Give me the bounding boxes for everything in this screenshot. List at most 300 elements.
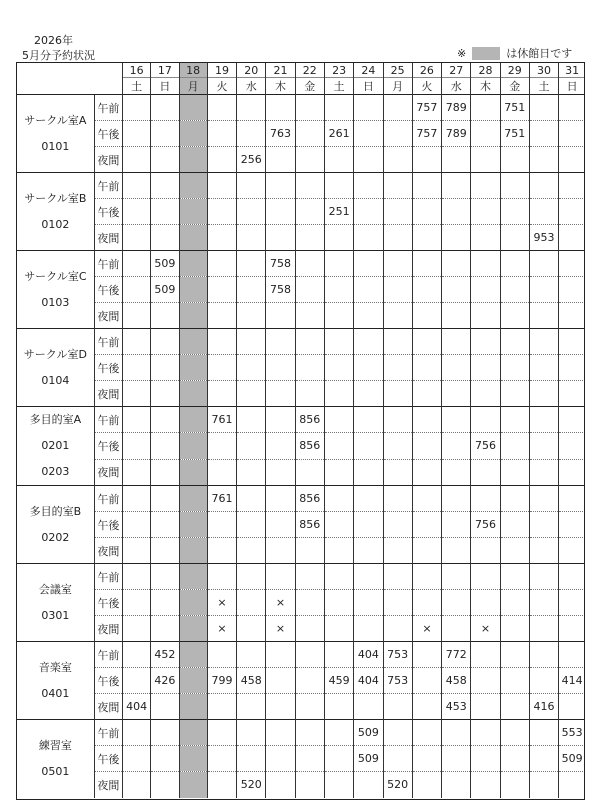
empty-cell — [295, 355, 324, 381]
empty-cell — [179, 512, 207, 538]
empty-cell — [237, 407, 266, 433]
room-cell — [17, 407, 95, 486]
empty-cell — [123, 303, 151, 329]
reservation-cell: 751 — [500, 95, 529, 121]
empty-cell — [442, 538, 471, 564]
empty-cell — [412, 564, 441, 590]
empty-cell — [266, 95, 295, 121]
empty-cell — [529, 407, 558, 433]
empty-cell — [500, 694, 529, 720]
empty-cell — [266, 512, 295, 538]
empty-cell — [559, 564, 585, 590]
empty-cell — [324, 303, 353, 329]
reservation-cell: 953 — [529, 225, 558, 251]
empty-cell — [324, 381, 353, 407]
room-cell — [17, 329, 95, 407]
empty-cell — [442, 303, 471, 329]
empty-cell — [207, 329, 236, 355]
day-number: 18 — [179, 63, 207, 78]
empty-cell — [412, 459, 441, 485]
empty-cell — [471, 121, 500, 147]
empty-cell — [383, 486, 412, 512]
empty-cell — [207, 512, 236, 538]
empty-cell — [266, 329, 295, 355]
empty-cell — [471, 642, 500, 668]
day-number: 24 — [354, 63, 383, 78]
year-label: 2026年 — [34, 34, 73, 47]
empty-cell — [500, 512, 529, 538]
empty-cell — [123, 642, 151, 668]
empty-cell — [442, 251, 471, 277]
empty-cell — [471, 720, 500, 746]
empty-cell — [354, 694, 383, 720]
empty-cell — [500, 251, 529, 277]
reservation-cell: 763 — [266, 121, 295, 147]
empty-cell — [442, 355, 471, 381]
room-code: 0401 — [41, 686, 70, 700]
empty-cell — [354, 590, 383, 616]
empty-cell — [471, 225, 500, 251]
empty-cell — [179, 694, 207, 720]
empty-cell — [500, 407, 529, 433]
empty-cell — [123, 486, 151, 512]
empty-cell — [324, 173, 353, 199]
empty-cell — [266, 459, 295, 485]
empty-cell — [471, 303, 500, 329]
empty-cell — [529, 147, 558, 173]
reservation-cell: 751 — [500, 121, 529, 147]
room-code: 0201 — [41, 439, 70, 452]
empty-cell — [179, 564, 207, 590]
room-cell — [17, 720, 95, 798]
empty-cell — [354, 303, 383, 329]
empty-cell — [266, 355, 295, 381]
empty-cell — [412, 251, 441, 277]
empty-cell — [354, 486, 383, 512]
empty-cell — [324, 564, 353, 590]
empty-cell — [237, 199, 266, 225]
empty-cell — [559, 772, 585, 798]
empty-cell — [500, 173, 529, 199]
empty-cell — [559, 199, 585, 225]
reservation-cell: 553 — [559, 720, 585, 746]
empty-cell — [295, 746, 324, 772]
empty-cell — [207, 746, 236, 772]
empty-cell — [500, 199, 529, 225]
empty-cell — [354, 225, 383, 251]
room-code: 0203 — [41, 465, 70, 478]
empty-cell — [500, 147, 529, 173]
slot-label: 午前 — [94, 329, 122, 355]
slot-label: 夜間 — [94, 694, 122, 720]
empty-cell — [237, 459, 266, 485]
empty-cell — [354, 147, 383, 173]
empty-cell — [471, 329, 500, 355]
reservation-cell: 261 — [324, 121, 353, 147]
reservation-cell: × — [207, 616, 236, 642]
empty-cell — [383, 407, 412, 433]
empty-cell — [295, 590, 324, 616]
empty-cell — [179, 329, 207, 355]
empty-cell — [383, 512, 412, 538]
empty-cell — [324, 459, 353, 485]
empty-cell — [442, 459, 471, 485]
empty-cell — [324, 95, 353, 121]
reservation-cell: × — [266, 616, 295, 642]
empty-cell — [295, 720, 324, 746]
reservation-cell: 509 — [151, 277, 179, 303]
empty-cell — [151, 746, 179, 772]
slot-label: 午前 — [94, 173, 122, 199]
empty-cell — [471, 147, 500, 173]
slot-label: 午後 — [94, 355, 122, 381]
reservation-cell: 753 — [383, 668, 412, 694]
empty-cell — [123, 329, 151, 355]
empty-cell — [442, 486, 471, 512]
empty-cell — [295, 642, 324, 668]
empty-cell — [179, 277, 207, 303]
reservation-cell: 789 — [442, 95, 471, 121]
empty-cell — [324, 720, 353, 746]
empty-cell — [412, 173, 441, 199]
room-name: 多目的室A — [29, 413, 82, 426]
slot-label: 夜間 — [94, 459, 122, 485]
empty-cell — [266, 147, 295, 173]
empty-cell — [559, 147, 585, 173]
empty-cell — [412, 642, 441, 668]
empty-cell — [123, 355, 151, 381]
empty-cell — [500, 329, 529, 355]
room-code: 0501 — [41, 764, 70, 778]
empty-cell — [266, 303, 295, 329]
empty-cell — [412, 381, 441, 407]
empty-cell — [207, 147, 236, 173]
empty-cell — [500, 486, 529, 512]
room-name: サークル室D — [23, 347, 87, 361]
reservation-table — [16, 62, 585, 798]
weekday: 日 — [151, 78, 179, 95]
empty-cell — [123, 433, 151, 459]
empty-cell — [471, 746, 500, 772]
room-code: 0101 — [41, 139, 70, 153]
empty-cell — [123, 564, 151, 590]
page-title: 5月分予約状況 — [22, 49, 95, 62]
weekday: 水 — [237, 78, 266, 95]
room-name: 多目的室B — [29, 504, 82, 518]
empty-cell — [207, 538, 236, 564]
empty-cell — [500, 277, 529, 303]
reservation-cell: 520 — [237, 772, 266, 798]
reservation-cell: 416 — [529, 694, 558, 720]
reservation-cell: 404 — [354, 668, 383, 694]
empty-cell — [383, 277, 412, 303]
empty-cell — [500, 433, 529, 459]
empty-cell — [500, 590, 529, 616]
reservation-cell: 757 — [412, 95, 441, 121]
empty-cell — [354, 121, 383, 147]
empty-cell — [179, 538, 207, 564]
day-number: 27 — [442, 63, 471, 78]
empty-cell — [324, 616, 353, 642]
reservation-cell: 856 — [295, 512, 324, 538]
empty-cell — [237, 694, 266, 720]
empty-cell — [179, 590, 207, 616]
reservation-cell: 426 — [151, 668, 179, 694]
empty-cell — [207, 381, 236, 407]
weekday: 土 — [123, 78, 151, 95]
empty-cell — [123, 538, 151, 564]
room-cell — [17, 173, 95, 251]
weekday: 木 — [266, 78, 295, 95]
empty-cell — [471, 251, 500, 277]
reservation-cell: 453 — [442, 694, 471, 720]
empty-cell — [354, 199, 383, 225]
empty-cell — [266, 538, 295, 564]
empty-cell — [266, 746, 295, 772]
empty-cell — [383, 459, 412, 485]
empty-cell — [324, 251, 353, 277]
weekday: 火 — [207, 78, 236, 95]
empty-cell — [151, 433, 179, 459]
empty-cell — [266, 720, 295, 746]
empty-cell — [237, 720, 266, 746]
weekday: 金 — [295, 78, 324, 95]
empty-cell — [383, 173, 412, 199]
empty-cell — [442, 616, 471, 642]
reservation-cell: 458 — [237, 668, 266, 694]
empty-cell — [123, 121, 151, 147]
empty-cell — [500, 564, 529, 590]
reservation-cell: 509 — [354, 746, 383, 772]
empty-cell — [179, 225, 207, 251]
slot-label: 午後 — [94, 121, 122, 147]
empty-cell — [179, 147, 207, 173]
room-cell — [17, 486, 95, 564]
room-name: 音楽室 — [38, 660, 72, 674]
empty-cell — [179, 746, 207, 772]
empty-cell — [151, 459, 179, 485]
empty-cell — [442, 407, 471, 433]
empty-cell — [442, 746, 471, 772]
empty-cell — [179, 251, 207, 277]
empty-cell — [123, 746, 151, 772]
empty-cell — [442, 147, 471, 173]
empty-cell — [123, 407, 151, 433]
empty-cell — [295, 538, 324, 564]
day-number: 31 — [559, 63, 585, 78]
room-cell — [17, 564, 95, 642]
empty-cell — [237, 355, 266, 381]
empty-cell — [151, 329, 179, 355]
empty-cell — [500, 720, 529, 746]
empty-cell — [324, 590, 353, 616]
empty-cell — [207, 251, 236, 277]
empty-cell — [324, 772, 353, 798]
empty-cell — [295, 277, 324, 303]
reservation-cell: 799 — [207, 668, 236, 694]
empty-cell — [151, 121, 179, 147]
empty-cell — [179, 173, 207, 199]
empty-cell — [412, 355, 441, 381]
legend-text: は休館日です — [506, 47, 573, 60]
empty-cell — [529, 668, 558, 694]
empty-cell — [412, 720, 441, 746]
slot-label: 夜間 — [94, 381, 122, 407]
empty-cell — [123, 225, 151, 251]
empty-cell — [237, 642, 266, 668]
reservation-cell: 509 — [354, 720, 383, 746]
empty-cell — [266, 772, 295, 798]
empty-cell — [559, 512, 585, 538]
empty-cell — [207, 642, 236, 668]
empty-cell — [179, 642, 207, 668]
slot-label: 午前 — [94, 486, 122, 512]
empty-cell — [471, 95, 500, 121]
empty-cell — [179, 668, 207, 694]
empty-cell — [529, 538, 558, 564]
empty-cell — [179, 772, 207, 798]
empty-cell — [266, 668, 295, 694]
empty-cell — [412, 225, 441, 251]
slot-label: 午後 — [94, 668, 122, 694]
empty-cell — [151, 590, 179, 616]
empty-cell — [324, 329, 353, 355]
reservation-cell: 772 — [442, 642, 471, 668]
empty-cell — [295, 225, 324, 251]
empty-cell — [237, 746, 266, 772]
empty-cell — [412, 199, 441, 225]
empty-cell — [559, 538, 585, 564]
empty-cell — [237, 616, 266, 642]
closed-day-swatch — [472, 47, 500, 60]
empty-cell — [383, 720, 412, 746]
empty-cell — [151, 147, 179, 173]
empty-cell — [383, 303, 412, 329]
empty-cell — [237, 95, 266, 121]
reservation-cell: 856 — [295, 407, 324, 433]
reservation-cell: 414 — [559, 668, 585, 694]
empty-cell — [500, 303, 529, 329]
empty-cell — [151, 564, 179, 590]
empty-cell — [471, 173, 500, 199]
empty-cell — [179, 407, 207, 433]
empty-cell — [237, 121, 266, 147]
empty-cell — [354, 407, 383, 433]
day-number: 29 — [500, 63, 529, 78]
reservation-cell: 753 — [383, 642, 412, 668]
corner-cell — [17, 63, 123, 95]
empty-cell — [442, 381, 471, 407]
reservation-cell: 756 — [471, 433, 500, 459]
empty-cell — [295, 95, 324, 121]
empty-cell — [151, 407, 179, 433]
empty-cell — [295, 329, 324, 355]
empty-cell — [207, 355, 236, 381]
empty-cell — [559, 407, 585, 433]
empty-cell — [559, 694, 585, 720]
empty-cell — [500, 381, 529, 407]
empty-cell — [151, 720, 179, 746]
empty-cell — [383, 590, 412, 616]
empty-cell — [179, 95, 207, 121]
empty-cell — [151, 772, 179, 798]
empty-cell — [237, 564, 266, 590]
room-cell — [17, 95, 95, 173]
empty-cell — [412, 538, 441, 564]
empty-cell — [500, 459, 529, 485]
empty-cell — [383, 616, 412, 642]
empty-cell — [529, 355, 558, 381]
empty-cell — [529, 746, 558, 772]
empty-cell — [237, 590, 266, 616]
empty-cell — [529, 642, 558, 668]
weekday: 土 — [324, 78, 353, 95]
empty-cell — [559, 95, 585, 121]
empty-cell — [266, 225, 295, 251]
empty-cell — [412, 303, 441, 329]
empty-cell — [529, 95, 558, 121]
empty-cell — [179, 486, 207, 512]
room-code: 0103 — [41, 295, 70, 309]
room-code: 0104 — [41, 373, 70, 387]
empty-cell — [237, 303, 266, 329]
day-number: 20 — [237, 63, 266, 78]
reservation-cell: 251 — [324, 199, 353, 225]
empty-cell — [559, 329, 585, 355]
room-cell — [17, 251, 95, 329]
empty-cell — [295, 616, 324, 642]
empty-cell — [442, 277, 471, 303]
empty-cell — [237, 277, 266, 303]
reservation-cell: × — [266, 590, 295, 616]
reservation-cell: 458 — [442, 668, 471, 694]
empty-cell — [529, 303, 558, 329]
empty-cell — [354, 538, 383, 564]
empty-cell — [179, 199, 207, 225]
empty-cell — [500, 538, 529, 564]
empty-cell — [295, 251, 324, 277]
empty-cell — [559, 173, 585, 199]
empty-cell — [383, 564, 412, 590]
empty-cell — [559, 303, 585, 329]
empty-cell — [295, 381, 324, 407]
empty-cell — [471, 199, 500, 225]
empty-cell — [123, 459, 151, 485]
empty-cell — [324, 642, 353, 668]
slot-label: 午後 — [94, 512, 122, 538]
empty-cell — [559, 486, 585, 512]
empty-cell — [559, 381, 585, 407]
empty-cell — [151, 173, 179, 199]
empty-cell — [237, 251, 266, 277]
empty-cell — [412, 329, 441, 355]
empty-cell — [123, 381, 151, 407]
empty-cell — [151, 694, 179, 720]
empty-cell — [354, 433, 383, 459]
empty-cell — [123, 277, 151, 303]
slot-label: 午後 — [94, 746, 122, 772]
reservation-cell: 404 — [354, 642, 383, 668]
empty-cell — [123, 173, 151, 199]
empty-cell — [354, 512, 383, 538]
empty-cell — [123, 772, 151, 798]
empty-cell — [471, 538, 500, 564]
slot-label: 午前 — [94, 407, 122, 433]
empty-cell — [324, 512, 353, 538]
empty-cell — [207, 199, 236, 225]
empty-cell — [207, 225, 236, 251]
empty-cell — [151, 355, 179, 381]
